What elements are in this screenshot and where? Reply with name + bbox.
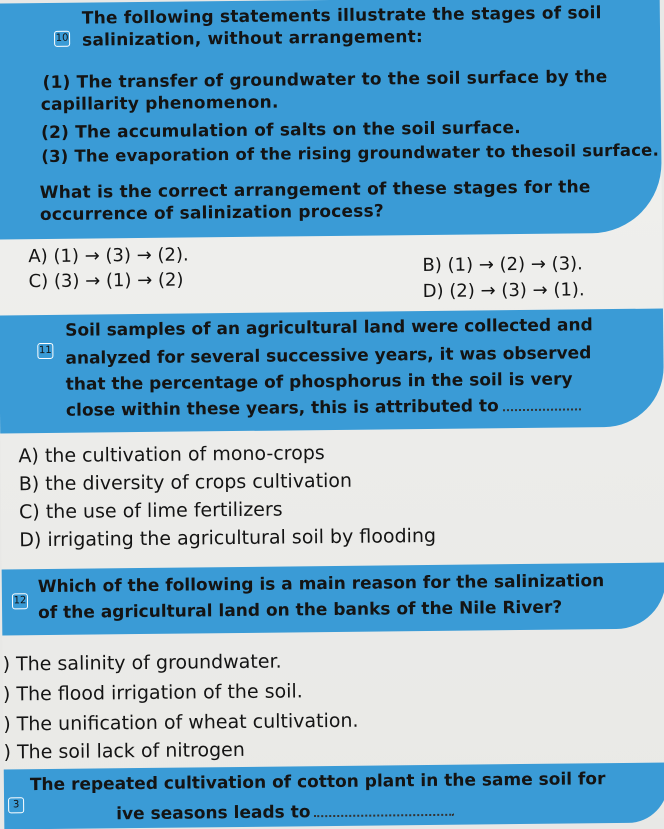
q10-option-c: C) (3) → (1) → (2): [28, 269, 184, 293]
q10-option-a: A) (1) → (3) → (2).: [28, 244, 189, 268]
q10-statement-2: (2) The accumulation of salts on the soil surface.: [40, 118, 521, 144]
q12-option-a: ) The salinity of groundwater.: [2, 650, 282, 676]
q11-option-d: D) irrigating the agricultural soil by flooding: [19, 524, 437, 552]
q10-statement-1-cont: capillarity phenomenon.: [40, 92, 279, 116]
q13-line1: The repeated cultivation of cotton plant in the same soil for: [29, 769, 606, 796]
q13-number: 3: [8, 797, 24, 813]
q11-answer-blank: [503, 408, 581, 411]
q11-option-c: C) the use of lime fertilizers: [18, 498, 283, 524]
q12-option-c: ) The unification of wheat cultivation.: [3, 709, 359, 736]
q11-line1: Soil samples of an agricultural land were collected and: [65, 315, 593, 341]
q10-statement-1: (1) The transfer of groundwater to the soil surface by the: [42, 67, 608, 94]
q13-line2-wrap: [116, 801, 454, 825]
q12-option-d: ) The soil lack of nitrogen: [3, 738, 245, 764]
q12-number: 12: [12, 593, 28, 609]
q12-line2: of the agricultural land on the banks of the Nile River?: [37, 597, 563, 624]
q10-question-line1: What is the correct arrangement of these stages for the: [39, 177, 591, 204]
q12-option-b: ) The flood irrigation of the soil.: [2, 680, 303, 706]
q11-number: 11: [37, 343, 53, 359]
q13-answer-blank: [314, 814, 454, 817]
q10-intro-line2: salinization, without arrangement:: [82, 27, 424, 51]
q10-number: 10: [54, 31, 70, 47]
q11-option-a: A) the cultivation of mono-crops: [18, 442, 325, 468]
q10-intro-line1: The following statements illustrate the stages of soil: [81, 3, 602, 29]
q11-option-b: B) the diversity of crops cultivation: [18, 469, 353, 496]
q10-option-d: D) (2) → (3) → (1).: [422, 279, 585, 303]
q11-line3: that the percentage of phosphorus in the soil is very: [65, 369, 573, 395]
q10-question-line2: occurrence of salinization process?: [39, 201, 385, 226]
q10-statement-3: (3) The evaporation of the rising groundwater to thesoil surface.: [41, 140, 660, 167]
q13-line2: ive seasons leads to: [116, 802, 311, 825]
q11-line2: analyzed for several successive years, it was observed: [65, 343, 592, 369]
q11-line4: close within these years, this is attributed to: [65, 396, 499, 421]
q10-option-b: B) (1) → (2) → (3).: [422, 253, 583, 277]
q12-line1: Which of the following is a main reason for the salinization: [37, 571, 605, 598]
